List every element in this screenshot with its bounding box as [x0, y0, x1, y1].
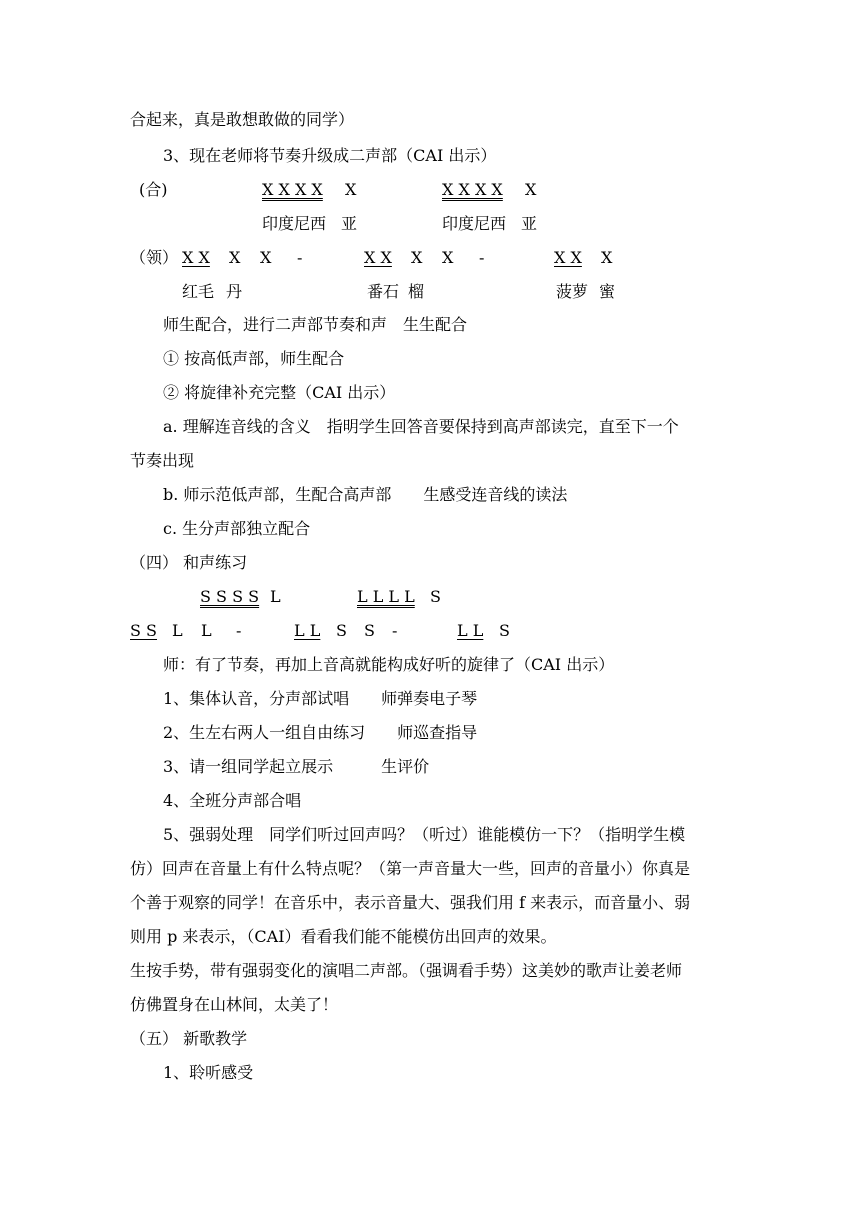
- section-heading: （四） 和声练习: [130, 553, 248, 572]
- text-line: 3、请一组同学起立展示 生评价: [163, 757, 430, 776]
- text-line: c. 生分声部独立配合: [163, 519, 311, 538]
- voice-label-he: (合): [139, 180, 168, 199]
- harmony-note-pair: L L: [457, 621, 484, 640]
- text-line: 1、集体认音，分声部试唱 师弹奏电子琴: [163, 689, 478, 708]
- rhythm-note: X: [525, 180, 537, 199]
- text-line: 仿佛置身在山林间，太美了！: [130, 995, 339, 1014]
- harmony-note: S: [336, 621, 347, 640]
- harmony-note: S: [499, 621, 510, 640]
- harmony-note: L: [172, 621, 183, 640]
- text-line: a. 理解连音线的含义 指明学生回答音要保持到高声部读完，直至下一个: [163, 417, 679, 436]
- rhythm-note: X: [260, 248, 272, 267]
- harmony-note: L: [270, 587, 281, 606]
- rhythm-note-pair: X X: [554, 248, 582, 267]
- text-line: b. 师示范低声部，生配合高声部 生感受连音线的读法: [163, 485, 568, 504]
- rhythm-lyric: 蜜: [599, 282, 616, 301]
- section-heading: （五） 新歌教学: [130, 1029, 248, 1048]
- text-line: 4、全班分声部合唱: [163, 791, 302, 810]
- harmony-note: S: [364, 621, 375, 640]
- rhythm-lyric: 榴: [408, 282, 425, 301]
- text-line: 师：有了节奏，再加上音高就能构成好听的旋律了（CAI 出示）: [163, 655, 615, 674]
- harmony-rest: -: [236, 621, 242, 640]
- text-line: 仿）回声在音量上有什么特点呢？（第一声音量大一些，回声的音量小）你真是: [130, 859, 691, 878]
- text-line: 2、生左右两人一组自由练习 师巡查指导: [163, 723, 478, 742]
- harmony-note-group: S S S S: [200, 587, 260, 606]
- text-line: 合起来，真是敢想敢做的同学）: [130, 110, 355, 129]
- rhythm-lyric: 亚: [521, 214, 538, 233]
- text-line: 则用 p 来表示，（CAI）看看我们能不能模仿出回声的效果。: [130, 927, 557, 946]
- rhythm-note: X: [601, 248, 613, 267]
- rhythm-lyric: 番石: [367, 282, 400, 301]
- harmony-note-pair: S S: [130, 621, 158, 640]
- harmony-note: S: [430, 587, 441, 606]
- rhythm-note-pair: X X: [182, 248, 210, 267]
- text-line: ② 将旋律补充完整（CAI 出示）: [163, 383, 396, 402]
- text-line: 1、聆听感受: [163, 1063, 254, 1082]
- text-line: 师生配合，进行二声部节奏和声 生生配合: [163, 315, 468, 334]
- rhythm-rest: -: [479, 248, 485, 267]
- text-line: ① 按高低声部，师生配合: [163, 349, 345, 368]
- rhythm-note: X: [229, 248, 241, 267]
- text-line: 节奏出现: [130, 451, 195, 470]
- harmony-rest: -: [392, 621, 398, 640]
- rhythm-lyric: 印度尼西: [262, 214, 327, 233]
- rhythm-note: X: [411, 248, 423, 267]
- text-line: 5、强弱处理 同学们听过回声吗？（听过）谁能模仿一下？（指明学生模: [163, 825, 686, 844]
- rhythm-rest: -: [297, 248, 303, 267]
- rhythm-note-group: X X X X: [442, 180, 503, 199]
- rhythm-note: X: [345, 180, 357, 199]
- harmony-note: L: [201, 621, 212, 640]
- harmony-note-group: L L L L: [357, 587, 415, 606]
- harmony-note-pair: L L: [294, 621, 321, 640]
- rhythm-lyric: 红毛: [182, 282, 215, 301]
- rhythm-lyric: 菠萝: [556, 282, 589, 301]
- rhythm-note: X: [442, 248, 454, 267]
- rhythm-note-group: X X X X: [262, 180, 323, 199]
- rhythm-lyric: 印度尼西: [442, 214, 507, 233]
- text-line: 个善于观察的同学！在音乐中，表示音量大、强我们用 f 来表示，而音量小、弱: [130, 893, 691, 912]
- text-line: 3、现在老师将节奏升级成二声部（CAI 出示）: [163, 146, 497, 165]
- text-line: 生按手势，带有强弱变化的演唱二声部。（强调看手势）这美妙的歌声让姜老师: [130, 961, 683, 980]
- rhythm-lyric: 亚: [341, 214, 358, 233]
- rhythm-note-pair: X X: [364, 248, 392, 267]
- voice-label-ling: （领）: [130, 248, 179, 267]
- rhythm-lyric: 丹: [226, 282, 243, 301]
